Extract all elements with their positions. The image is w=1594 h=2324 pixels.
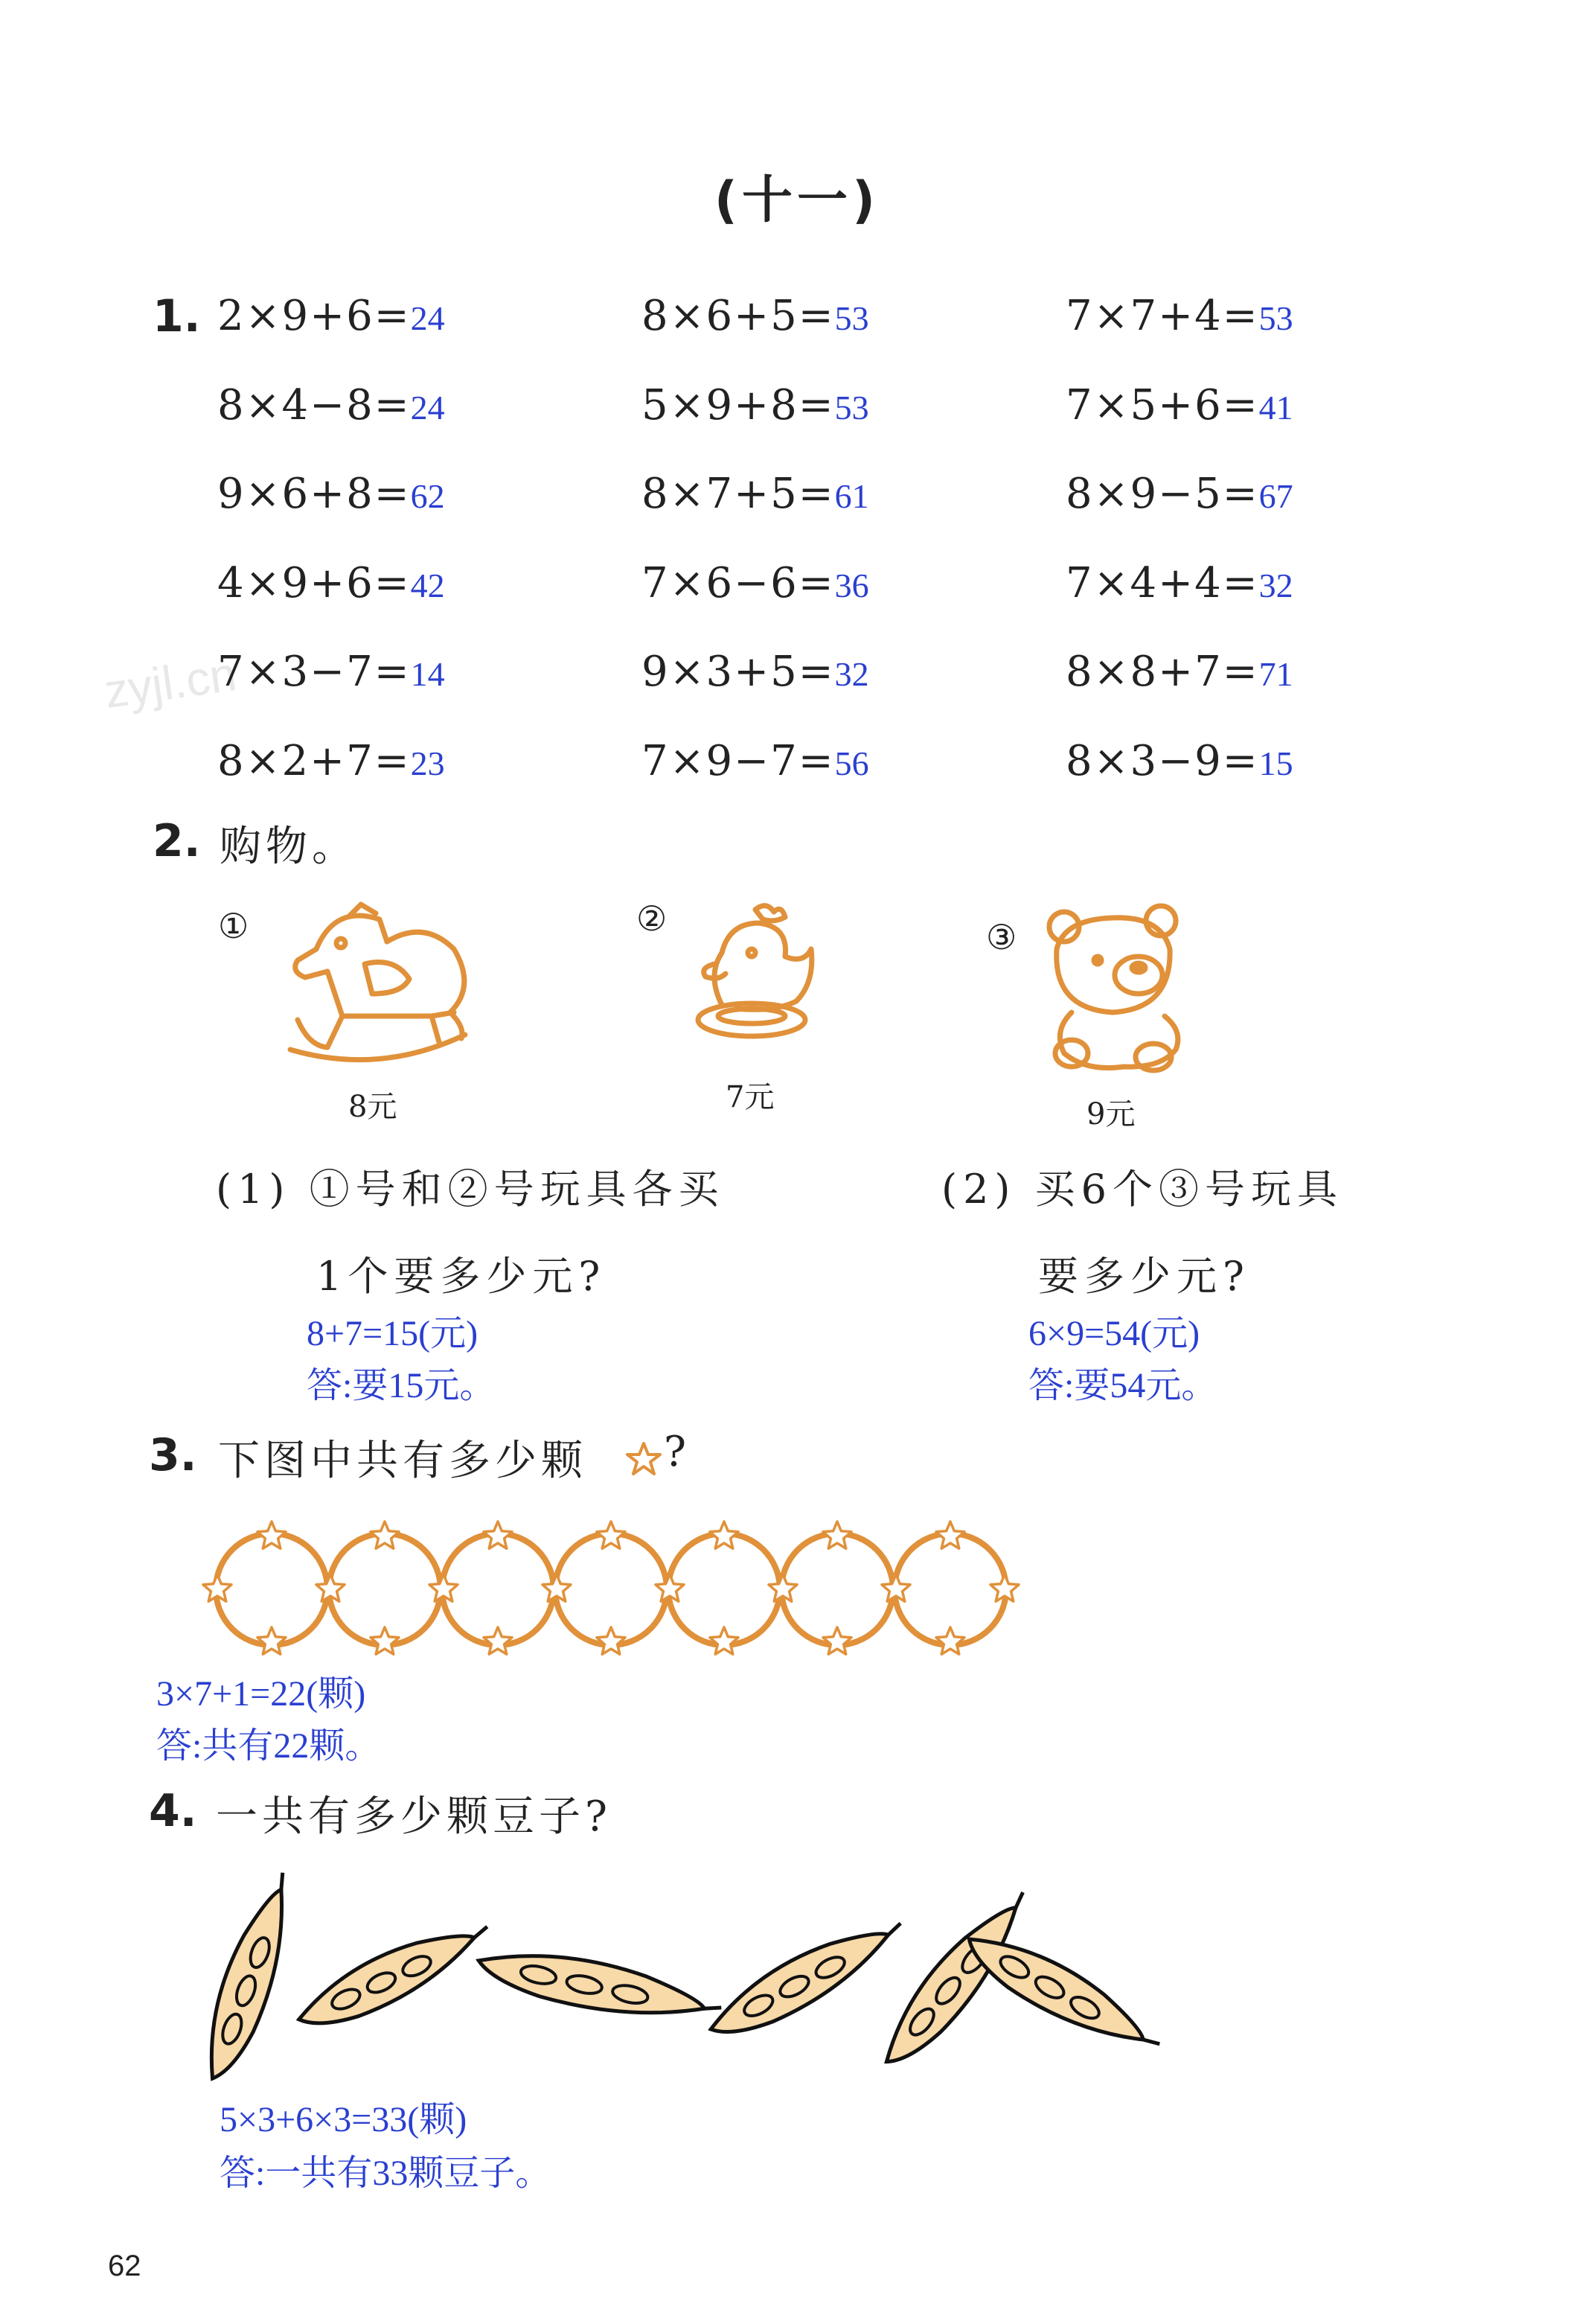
q1-equation (1066, 737, 1293, 785)
q2-sub2-answer: 答:要54元。 (1028, 1366, 1217, 1405)
q1-equation (217, 381, 445, 430)
rocking-horse-icon (275, 890, 484, 1068)
bean-pod (700, 1907, 914, 2050)
star-icon (203, 1574, 231, 1601)
q1-equation (641, 292, 869, 340)
bean-pod (289, 1910, 499, 2040)
star-icon (710, 1627, 738, 1654)
star-icon (990, 1574, 1019, 1601)
star-icon (936, 1522, 964, 1548)
star-icon (542, 1574, 571, 1601)
q2-sub2-line2: 要多少元? (1038, 1253, 1250, 1300)
equation-expression: 8×3−9= (1066, 736, 1259, 785)
equation-answer: 23 (410, 744, 445, 782)
q3-number: 3. (149, 1429, 197, 1481)
equation-answer: 53 (1258, 299, 1293, 337)
equation-expression: 7×3−7= (217, 648, 411, 696)
q2-sub1-line2: 1个要多少元? (316, 1253, 606, 1300)
toy-mark-3: ③ (986, 917, 1017, 957)
star-rings-figure (208, 1504, 1049, 1675)
q3-work: 3×7+1=22(颗) (156, 1674, 366, 1714)
page-title: (十一) (714, 171, 880, 230)
equation-answer: 32 (1258, 566, 1293, 604)
star-icon (257, 1627, 286, 1654)
equation-expression: 7×9−7= (641, 736, 835, 785)
q4-answer: 答:一共有33颗豆子。 (220, 2154, 551, 2193)
equation-expression: 2×9+6= (217, 292, 411, 340)
q1-equation (641, 737, 869, 785)
toy-mark-1: ① (218, 906, 249, 946)
equation-expression: 8×7+5= (641, 470, 835, 518)
q3-text-end: ? (664, 1428, 691, 1476)
watermark: zyjl.cn (100, 646, 240, 719)
equation-expression: 5×9+8= (641, 380, 835, 430)
bean-pod (191, 1866, 309, 2087)
star-icon (769, 1574, 797, 1601)
equation-expression: 8×2+7= (217, 736, 411, 785)
q2-number: 2. (153, 815, 201, 867)
q1-equation (1066, 381, 1293, 430)
equation-answer: 14 (410, 655, 445, 693)
q1-equation (217, 559, 445, 607)
toy-mark-2: ② (636, 898, 668, 939)
q2-sub2-work: 6×9=54(元) (1028, 1314, 1200, 1353)
equation-expression: 8×8+7= (1066, 648, 1259, 696)
q4-number: 4. (149, 1785, 197, 1837)
equation-expression: 7×4+4= (1066, 558, 1259, 607)
q1-number: 1. (153, 290, 201, 342)
q1-equation (1066, 648, 1293, 696)
star-icon (257, 1522, 286, 1548)
star-icon (823, 1627, 851, 1654)
equation-answer: 61 (834, 477, 869, 515)
star-icon (625, 1440, 662, 1478)
star-icon (656, 1574, 684, 1601)
toy-price-3: 9元 (1086, 1097, 1136, 1131)
q1-equation (641, 470, 869, 518)
q1-equation (217, 470, 445, 518)
equation-answer: 24 (410, 388, 445, 427)
star-icon (597, 1627, 625, 1654)
star-icon (316, 1574, 345, 1601)
equation-answer: 56 (834, 744, 869, 782)
equation-answer: 71 (1258, 655, 1293, 693)
equation-answer: 15 (1258, 744, 1293, 782)
teddy-bear-icon (1042, 904, 1191, 1083)
equation-answer: 32 (834, 655, 869, 693)
equation-answer: 24 (410, 299, 445, 337)
equation-expression: 8×4−8= (217, 380, 411, 430)
q1-equation (641, 559, 869, 607)
equation-answer: 41 (1258, 388, 1293, 427)
toy-price-1: 8元 (348, 1090, 397, 1124)
star-icon (597, 1522, 625, 1548)
equation-expression: 7×6−6= (641, 558, 835, 607)
q1-equation (641, 648, 869, 696)
equation-expression: 9×3+5= (641, 648, 835, 696)
q1-equation (1066, 470, 1293, 518)
star-icon (484, 1627, 512, 1654)
q3-answer: 答:共有22颗。 (156, 1726, 381, 1766)
star-icon (371, 1522, 399, 1548)
bean-pods-figure (201, 1876, 1139, 2099)
equation-answer: 53 (834, 388, 869, 427)
star-icon (823, 1522, 851, 1548)
q1-equation (1066, 292, 1293, 340)
star-icon (484, 1522, 512, 1548)
q3-text: 下图中共有多少颗 (218, 1437, 587, 1485)
equation-answer: 42 (410, 566, 445, 604)
equation-expression: 4×9+6= (217, 558, 411, 607)
q2-sub2-line1: (2) 买6个③号玩具 (941, 1166, 1344, 1213)
equation-answer: 62 (410, 477, 445, 515)
page-number: 62 (108, 2250, 141, 2282)
q1-equation (217, 737, 445, 785)
q2-sub1-line1: (1) ①号和②号玩具各买 (216, 1166, 725, 1213)
q1-equation (217, 648, 445, 696)
star-icon (882, 1574, 910, 1601)
equation-expression: 8×6+5= (641, 292, 835, 340)
q1-equation (641, 381, 869, 430)
q4-work: 5×3+6×3=33(颗) (220, 2100, 467, 2139)
equation-answer: 67 (1258, 477, 1293, 515)
bean-pod (958, 1920, 1169, 2069)
q1-equation (217, 292, 445, 340)
star-icon (936, 1627, 964, 1654)
equation-answer: 36 (834, 566, 869, 604)
equation-expression: 8×9−5= (1066, 470, 1259, 518)
q2-sub1-work: 8+7=15(元) (307, 1314, 478, 1353)
star-icon (710, 1522, 738, 1548)
equation-expression: 7×5+6= (1066, 380, 1259, 430)
q1-equation (1066, 559, 1293, 607)
equation-expression: 7×7+4= (1066, 292, 1259, 340)
star-icon (429, 1574, 458, 1601)
q4-text: 一共有多少颗豆子? (216, 1793, 612, 1841)
toy-price-2: 7元 (726, 1080, 775, 1114)
q2-sub1-answer: 答:要15元。 (307, 1366, 496, 1405)
rubber-duck-icon (692, 893, 822, 1042)
equation-expression: 9×6+8= (217, 470, 411, 518)
star-icon (371, 1627, 399, 1654)
equation-answer: 53 (834, 299, 869, 337)
bean-pod (474, 1938, 726, 2034)
q2-text: 购物。 (220, 823, 358, 871)
